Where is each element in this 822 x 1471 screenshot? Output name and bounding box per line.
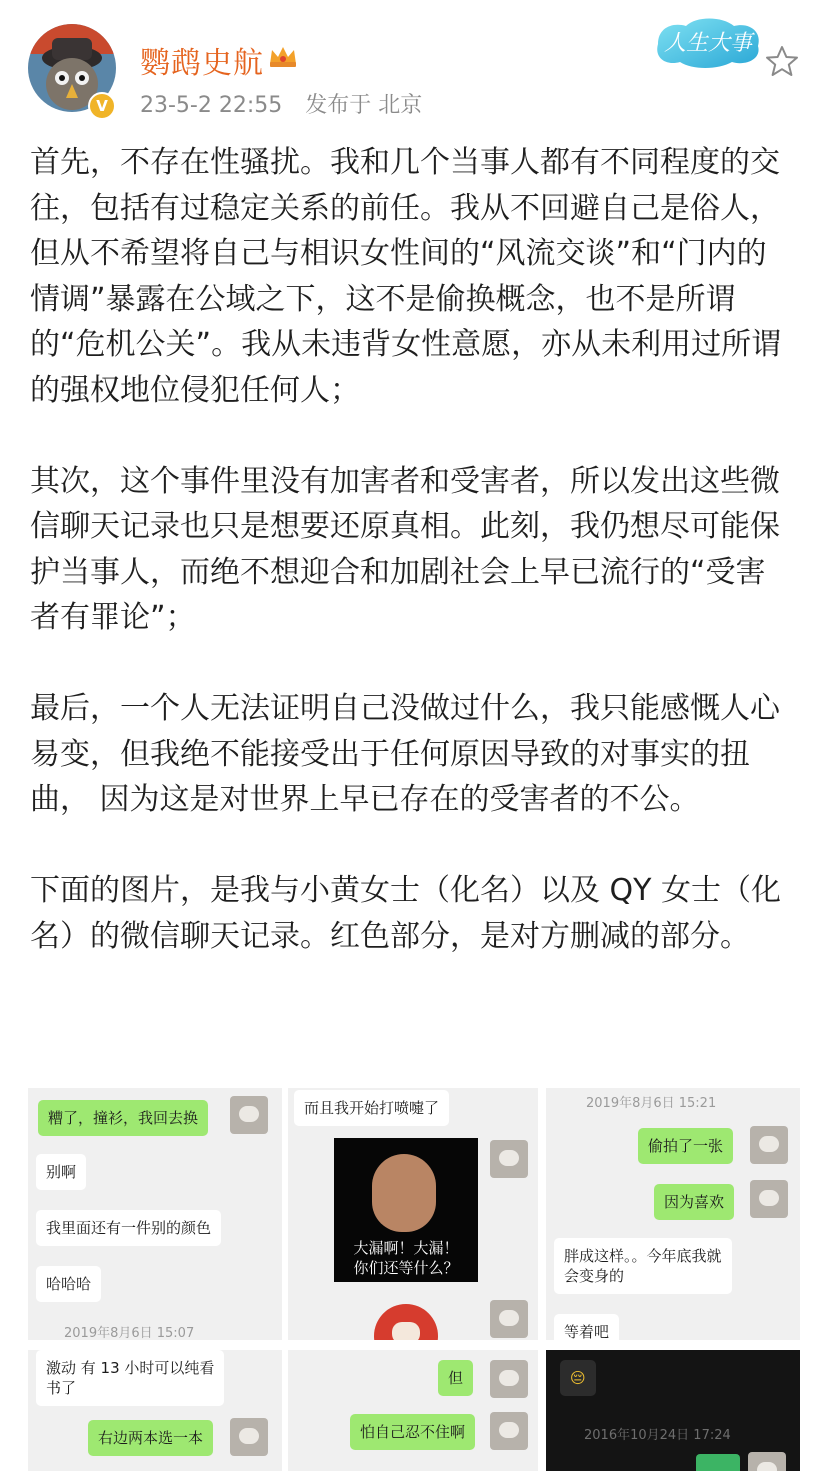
chat-bubble: [696, 1454, 740, 1471]
chat-bubble: 糟了，撞衫，我回去换: [38, 1100, 208, 1136]
post-paragraph: 最后，一个人无法证明自己没做过什么，我只能感慨人心易变，但我绝不能接受出于任何原因导致的对事实的扭曲， 因为这是对世界上早已存在的受害者的不公。: [30, 691, 780, 817]
post-timestamp: 23-5-2 22:55: [140, 93, 283, 118]
svg-text:人生大事: 人生大事: [663, 31, 753, 56]
chat-avatar: [748, 1452, 786, 1471]
chat-bubble: 因为喜欢: [654, 1184, 734, 1220]
sticker-image: [374, 1304, 438, 1340]
chat-avatar: [230, 1418, 268, 1456]
chat-timestamp: 2019年8月6日 15:07: [64, 1326, 195, 1340]
chat-bubble: 😔: [560, 1360, 596, 1396]
chat-screenshot-6[interactable]: [546, 1350, 800, 1471]
image-grid: [0, 1088, 822, 1471]
chat-screenshot-1[interactable]: [28, 1088, 282, 1340]
chat-bubble: 等着吧: [554, 1314, 619, 1340]
chat-bubble: 怕自己忍不住啊: [350, 1414, 475, 1450]
chat-bubble: 哈哈哈: [36, 1266, 101, 1302]
chat-timestamp: 2019年8月6日 15:21: [586, 1096, 717, 1111]
meme-image: [334, 1138, 478, 1282]
chat-screenshot-3[interactable]: [546, 1088, 800, 1340]
event-badge-icon[interactable]: [652, 14, 764, 70]
post-body: [30, 140, 790, 1005]
crown-icon: [268, 44, 298, 72]
chat-timestamp: 2016年10月24日 17:24: [584, 1428, 731, 1443]
chat-screenshot-4[interactable]: [28, 1350, 282, 1471]
chat-screenshot-5[interactable]: [288, 1350, 538, 1471]
chat-bubble: 激动 有 13 小时可以纯看 书了: [36, 1350, 224, 1406]
chat-avatar: [490, 1412, 528, 1450]
chat-screenshot-2[interactable]: [288, 1088, 538, 1340]
chat-avatar: [490, 1300, 528, 1338]
post-paragraph: 下面的图片，是我与小黄女士（化名）以及 QY 女士（化名）的微信聊天记录。红色部分，是对方删减的部分。: [30, 873, 782, 954]
chat-bubble: 偷拍了一张: [638, 1128, 733, 1164]
username[interactable]: 鹦鹉史航: [140, 46, 264, 81]
meme-caption: 大漏啊！大漏！ 你们还等什么？: [353, 1239, 459, 1277]
chat-avatar: [490, 1140, 528, 1178]
chat-bubble: 但: [438, 1360, 473, 1396]
verified-badge: V: [88, 92, 116, 120]
post-meta: [140, 88, 422, 119]
chat-avatar: [750, 1126, 788, 1164]
star-icon[interactable]: [764, 44, 800, 84]
chat-bubble: 而且我开始打喷嚏了: [294, 1090, 449, 1126]
chat-bubble: 别啊: [36, 1154, 86, 1190]
post-paragraph: 其次，这个事件里没有加害者和受害者，所以发出这些微信聊天记录也只是想要还原真相。此刻，我仍想尽可能保护当事人，而绝不想迎合和加剧社会上早已流行的“受害者有罪论”；: [30, 463, 780, 635]
chat-bubble: 右边两本选一本: [88, 1420, 213, 1456]
post-location: 发布于 北京: [305, 93, 423, 118]
chat-avatar: [230, 1096, 268, 1134]
meme-face: [372, 1154, 436, 1232]
chat-bubble: 我里面还有一件别的颜色: [36, 1210, 221, 1246]
post-paragraph: 首先，不存在性骚扰。我和几个当事人都有不同程度的交往，包括有过稳定关系的前任。我从不回避自己是俗人，但从不希望将自己与相识女性间的“风流交谈”和“门内的情调”暴露在公域之下，这不是偷换概念，也不是所谓的“危机公关”。我从未违背女性意愿，亦从未利用过所谓的强权地位侵犯任何人；: [30, 145, 782, 408]
chat-avatar: [490, 1360, 528, 1398]
chat-bubble: 胖成这样。。今年底我就 会变身的: [554, 1238, 732, 1294]
chat-avatar: [750, 1180, 788, 1218]
